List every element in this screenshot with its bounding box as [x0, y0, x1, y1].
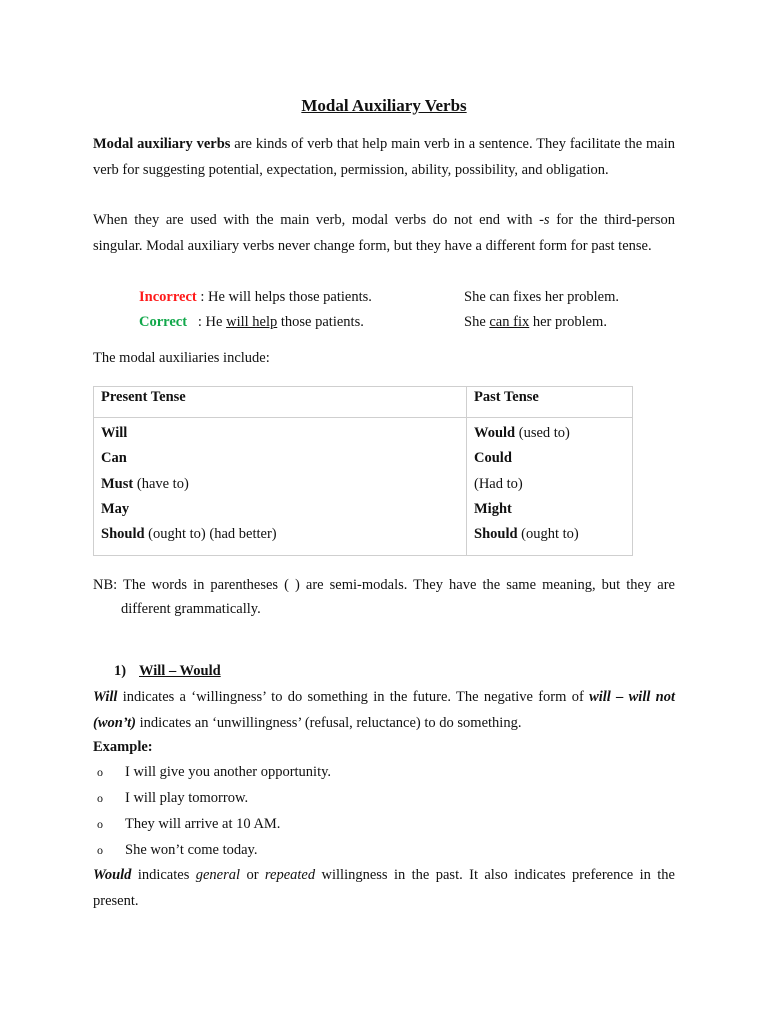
will-negative: will – will not (won’t) [93, 689, 676, 731]
would-word: Would [93, 867, 132, 883]
modals-table [93, 386, 633, 556]
intro-paragraph [93, 132, 675, 183]
will-definition [93, 685, 675, 736]
present-note: (have to) [133, 475, 189, 492]
bullet-icon: o [97, 817, 103, 831]
present-note: (ought to) (had better) [144, 526, 277, 543]
table-header-row [94, 387, 633, 418]
correct-post-2: her problem. [529, 314, 607, 330]
section-heading [114, 661, 221, 681]
rule-suffix: -s [539, 212, 550, 228]
nb-line-2: different grammatically. [121, 601, 261, 617]
past-word: Should [474, 526, 518, 543]
incorrect-sentence-1: : He will helps those patients. [196, 289, 372, 305]
present-item [101, 472, 459, 497]
correct-example-2 [464, 312, 607, 332]
rule-after: for the third-person singular. Modal auxiliary verbs never change form, but they have a different form for past tense. [93, 212, 675, 254]
would-text-1: indicates [131, 867, 196, 883]
incorrect-label: Incorrect [139, 289, 197, 305]
example-text: I will give you another opportunity. [125, 764, 332, 780]
past-tense-cell [467, 418, 633, 556]
example-text: I will play tomorrow. [125, 790, 249, 806]
example-text: She won’t come today. [125, 842, 258, 858]
list-item [93, 840, 675, 860]
table-body-row [94, 418, 633, 556]
past-item [474, 472, 625, 497]
correct-example-1 [139, 312, 364, 332]
present-item [101, 421, 459, 446]
past-note: (ought to) [517, 526, 579, 543]
will-word: Will [93, 689, 118, 705]
past-item [474, 421, 625, 446]
past-note: (Had to) [474, 475, 523, 492]
list-item [93, 762, 675, 782]
present-word: Will [101, 425, 128, 441]
present-word: Must [101, 475, 134, 492]
present-word: Can [101, 450, 127, 467]
present-word: Should [101, 526, 145, 543]
will-text-2: indicates an ‘unwillingness’ (refusal, reluctance) to do something. [135, 714, 522, 731]
section-number: 1) [114, 663, 127, 679]
bullet-icon: o [97, 843, 103, 857]
correct-modal-1: will help [226, 314, 278, 330]
would-text-3: willingness in the past. It also indicates preference in the present. [93, 867, 675, 909]
list-item [93, 788, 675, 808]
example-label: Example: [93, 739, 153, 755]
example-text: They will arrive at 10 AM. [125, 816, 281, 832]
will-text-1: indicates a ‘willingness’ to do something in the future. The negative form of [117, 689, 590, 705]
past-note: (used to) [515, 425, 570, 441]
would-general: general [195, 867, 241, 883]
section-title: Will – Would [139, 663, 221, 679]
present-word: May [101, 500, 130, 517]
would-text-2: or [240, 867, 265, 883]
correct-modal-2: can fix [489, 314, 530, 330]
page-title: Modal Auxiliary Verbs [301, 96, 467, 115]
past-item [474, 446, 625, 471]
correct-pre-2: She [464, 314, 490, 330]
intro-term: Modal auxiliary verbs [93, 136, 231, 152]
would-repeated: repeated [264, 867, 316, 883]
rule-paragraph [93, 208, 675, 259]
bullet-icon: o [97, 791, 103, 805]
incorrect-example-2: She can fixes her problem. [464, 289, 620, 305]
incorrect-example-1 [139, 287, 372, 307]
present-item [101, 497, 459, 522]
would-definition [93, 863, 675, 914]
bullet-icon: o [97, 765, 103, 779]
present-item [101, 446, 459, 471]
correct-pre-1: : He [187, 314, 227, 330]
intro-text: are kinds of verb that help main verb in a sentence. They facilitate the main verb for suggesting potential, expectation, permission, ability, possibility, and obligation. [93, 136, 675, 178]
correct-label: Correct [139, 314, 188, 330]
past-word: Would [474, 425, 516, 441]
nb-line-1: NB: The words in parentheses ( ) are semi-modals. They have the same meaning, but they are [93, 577, 675, 593]
past-word: Might [474, 500, 512, 517]
past-item [474, 497, 625, 522]
include-intro: The modal auxiliaries include: [93, 350, 270, 366]
past-word: Could [474, 450, 512, 467]
past-item [474, 522, 625, 547]
present-item [101, 522, 459, 547]
present-tense-cell [94, 418, 467, 556]
correct-post-1: those patients. [277, 314, 364, 330]
header-past-tense: Past Tense [467, 387, 633, 418]
list-item [93, 814, 675, 834]
rule-before: When they are used with the main verb, modal verbs do not end with [93, 212, 540, 228]
header-present-tense: Present Tense [94, 387, 467, 418]
